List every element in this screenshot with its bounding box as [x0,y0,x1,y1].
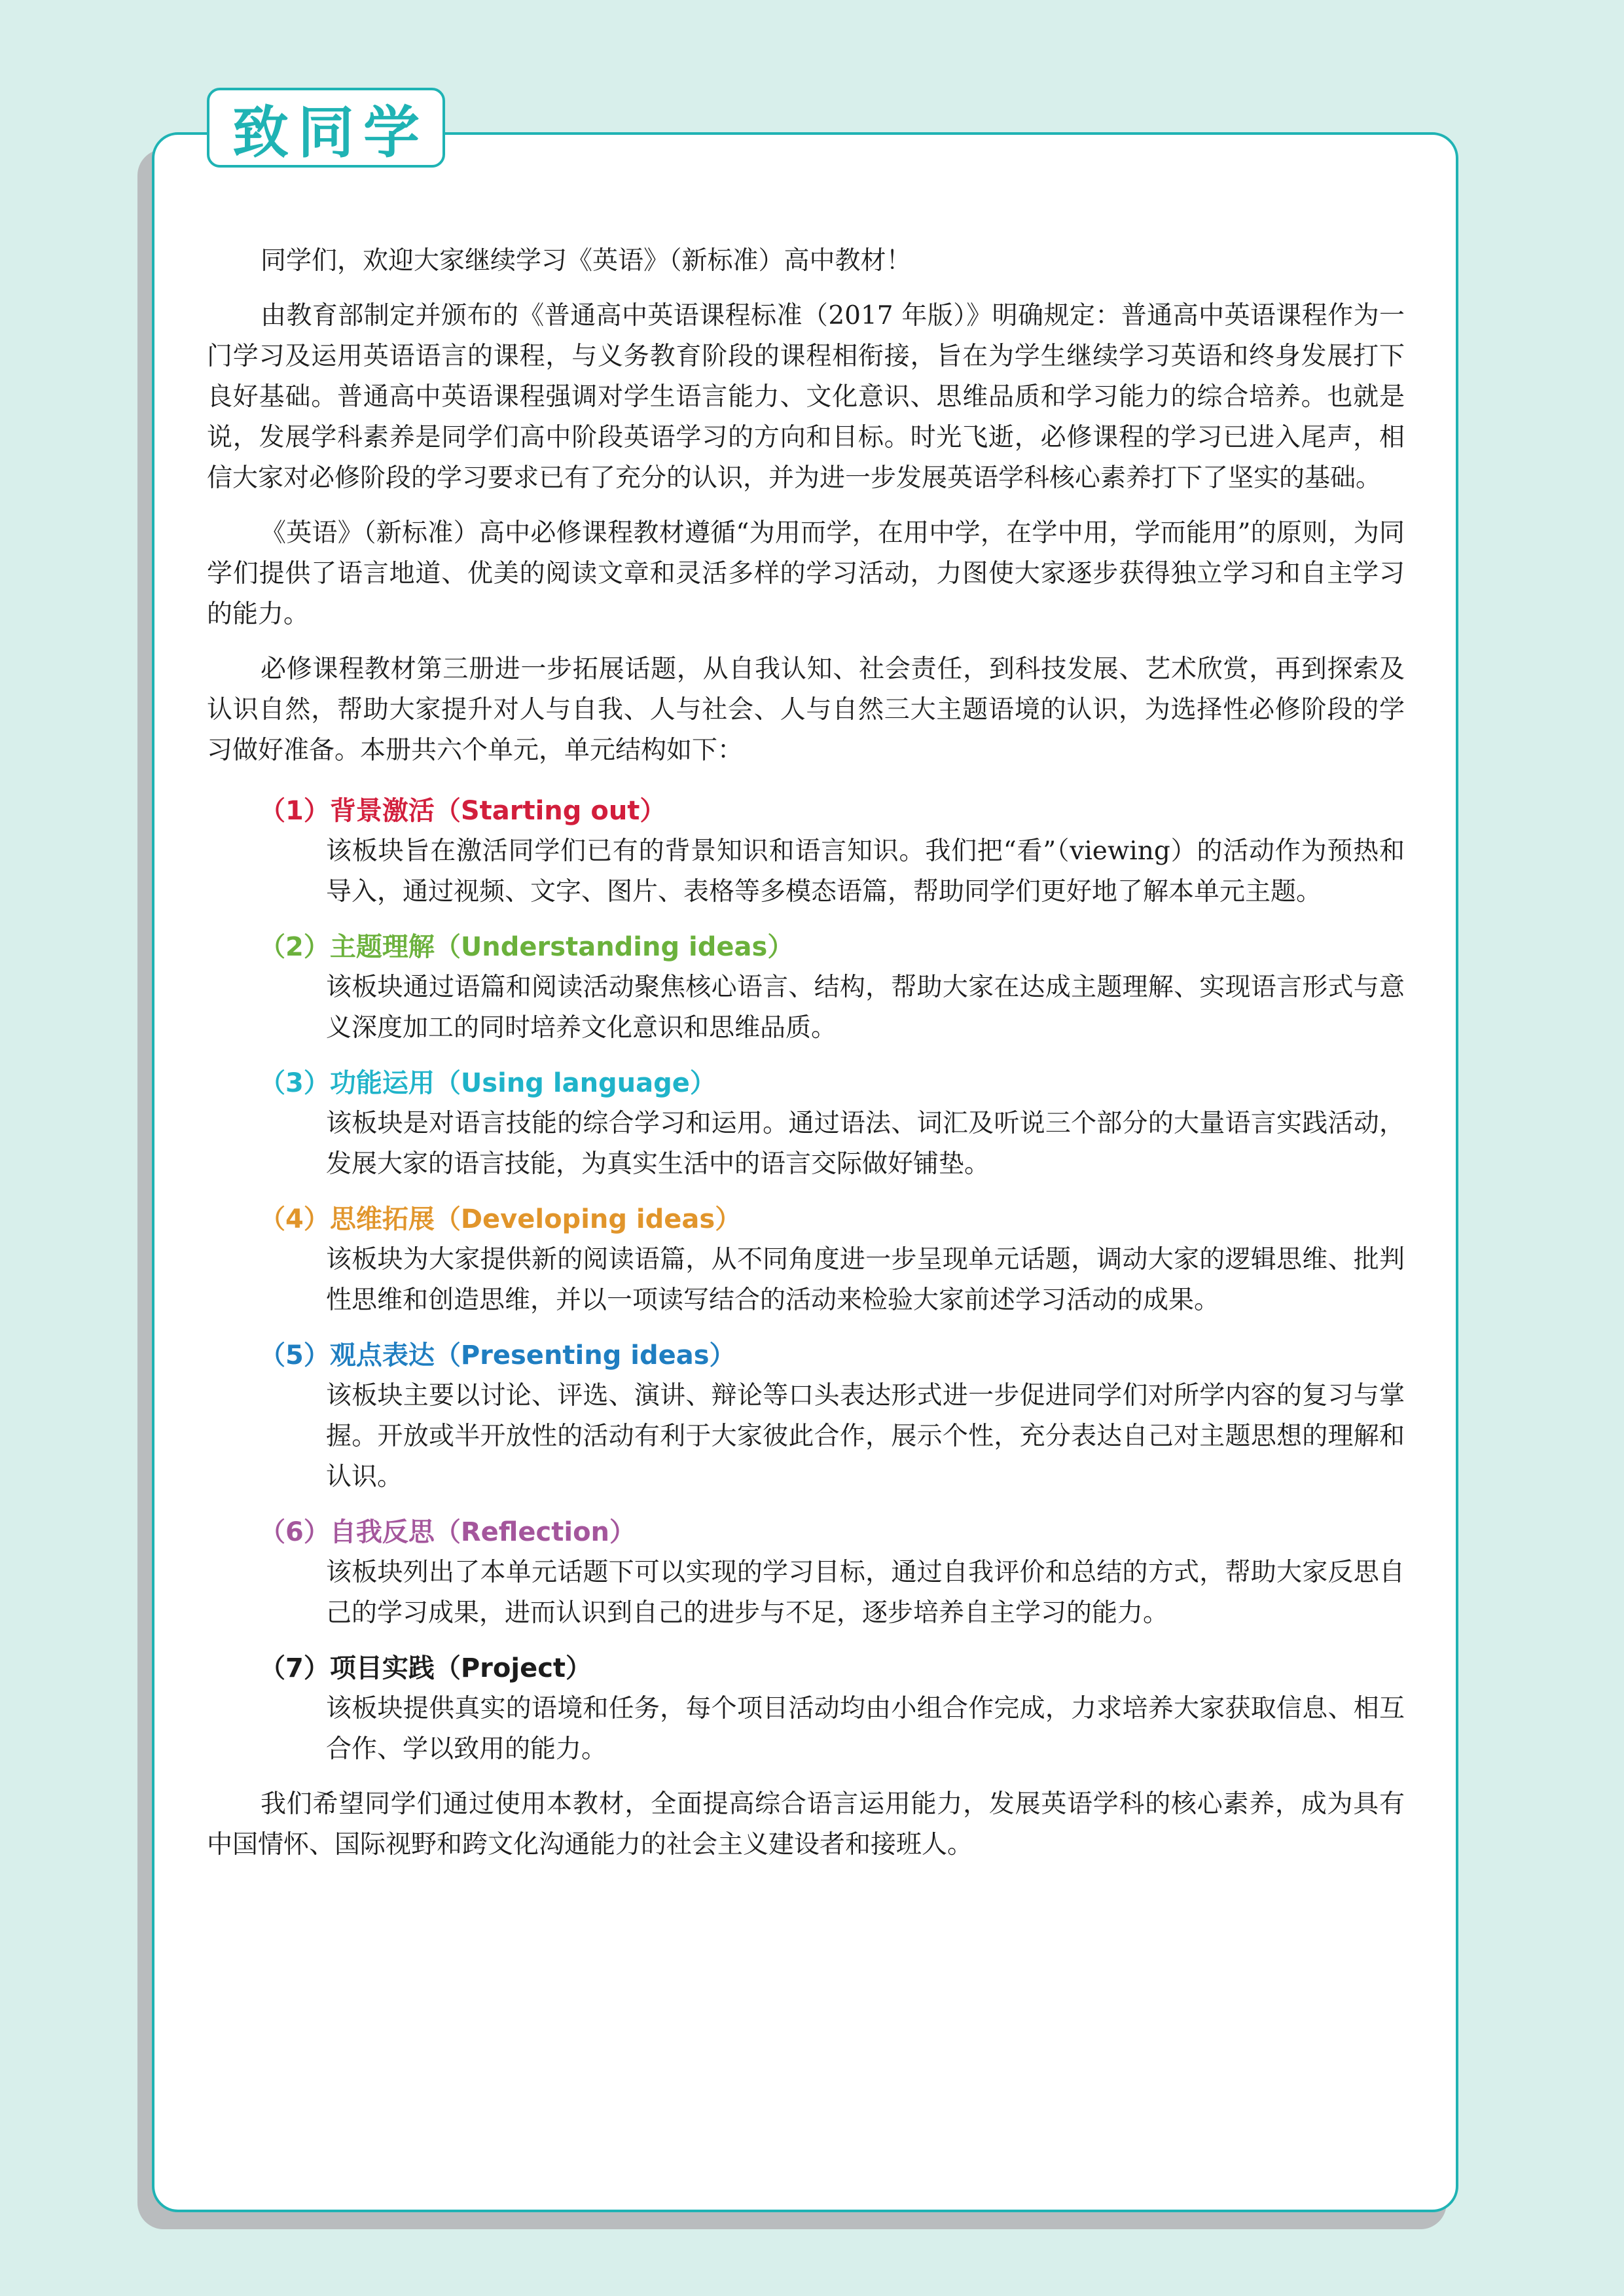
section-body: 该板块主要以讨论、评选、演讲、辩论等口头表达形式进一步促进同学们对所学内容的复习与掌握。开放或半开放性的活动有利于大家彼此合作，展示个性，充分表达自己对主题思想的理解和认识。 [326,1381,1405,1492]
section-body: 该板块为大家提供新的阅读语篇，从不同角度进一步呈现单元话题，调动大家的逻辑思维、批判性思维和创造思维，并以一项读写结合的活动来检验大家前述学习活动的成果。 [326,1245,1405,1315]
intro-paragraph-3: 《英语》（新标准）高中必修课程教材遵循“为用而学，在用中学，在学中用，学而能用”的原则，为同学们提供了语言地道、优美的阅读文章和灵活多样的学习活动，力图使大家逐步获得独立学习和自主学习的能力。 [207,518,1405,629]
section-heading: （1）背景激活（Starting out） [259,796,666,826]
letter-content [207,241,1405,1880]
section-heading: （3）功能运用（Using language） [259,1068,716,1098]
section-body: 该板块提供真实的语境和任务，每个项目活动均由小组合作完成，力求培养大家获取信息、相互合作、学以致用的能力。 [326,1694,1405,1764]
section-heading: （4）思维拓展（Developing ideas） [259,1204,742,1234]
section-developing-ideas [207,1199,1405,1321]
page-title: 致同学 [232,100,429,166]
title-tab [207,88,445,168]
closing-paragraph: 我们希望同学们通过使用本教材，全面提高综合语言运用能力，发展英语学科的核心素养，成为具有中国情怀、国际视野和跨文化沟通能力的社会主义建设者和接班人。 [207,1789,1405,1859]
section-project [207,1648,1405,1770]
section-presenting-ideas [207,1335,1405,1498]
section-heading: （6）自我反思（Reflection） [259,1517,636,1547]
section-body: 该板块列出了本单元话题下可以实现的学习目标，通过自我评价和总结的方式，帮助大家反思自己的学习成果，进而认识到自己的进步与不足，逐步培养自主学习的能力。 [326,1558,1405,1628]
intro-paragraph-2: 由教育部制定并颁布的《普通高中英语课程标准（2017 年版）》明确规定：普通高中英语课程作为一门学习及运用英语语言的课程，与义务教育阶段的课程相衔接，旨在为学生继续学习英语和终身发展打下良好基础。普通高中英语课程强调对学生语言能力、文化意识、思维品质和学习能力的综合培养。也就是说，发展学科素养是同学们高中阶段英语学习的方向和目标。时光飞逝，必修课程的学习已进入尾声，相信大家对必修阶段的学习要求已有了充分的认识，并为进一步发展英语学科核心素养打下了坚实的基础。 [207,301,1405,493]
section-heading: （2）主题理解（Understanding ideas） [259,932,794,962]
section-heading: （7）项目实践（Project） [259,1653,592,1683]
intro-paragraph-1: 同学们，欢迎大家继续学习《英语》（新标准）高中教材！ [261,246,912,276]
section-heading: （5）观点表达（Presenting ideas） [259,1340,736,1371]
section-starting-out [207,791,1405,912]
section-reflection [207,1512,1405,1634]
section-understanding-ideas [207,927,1405,1049]
intro-paragraph-4: 必修课程教材第三册进一步拓展话题，从自我认知、社会责任，到科技发展、艺术欣赏，再到探索及认识自然，帮助大家提升对人与自我、人与社会、人与自然三大主题语境的认识，为选择性必修阶段的学习做好准备。本册共六个单元，单元结构如下： [207,655,1405,765]
section-body: 该板块通过语篇和阅读活动聚焦核心语言、结构，帮助大家在达成主题理解、实现语言形式与意义深度加工的同时培养文化意识和思维品质。 [326,973,1405,1043]
section-body: 该板块旨在激活同学们已有的背景知识和语言知识。我们把“看”（viewing）的活动作为预热和导入，通过视频、文字、图片、表格等多模态语篇，帮助同学们更好地了解本单元主题。 [326,836,1405,906]
section-using-language [207,1063,1405,1185]
section-body: 该板块是对语言技能的综合学习和运用。通过语法、词汇及听说三个部分的大量语言实践活动，发展大家的语言技能，为真实生活中的语言交际做好铺垫。 [326,1109,1405,1179]
